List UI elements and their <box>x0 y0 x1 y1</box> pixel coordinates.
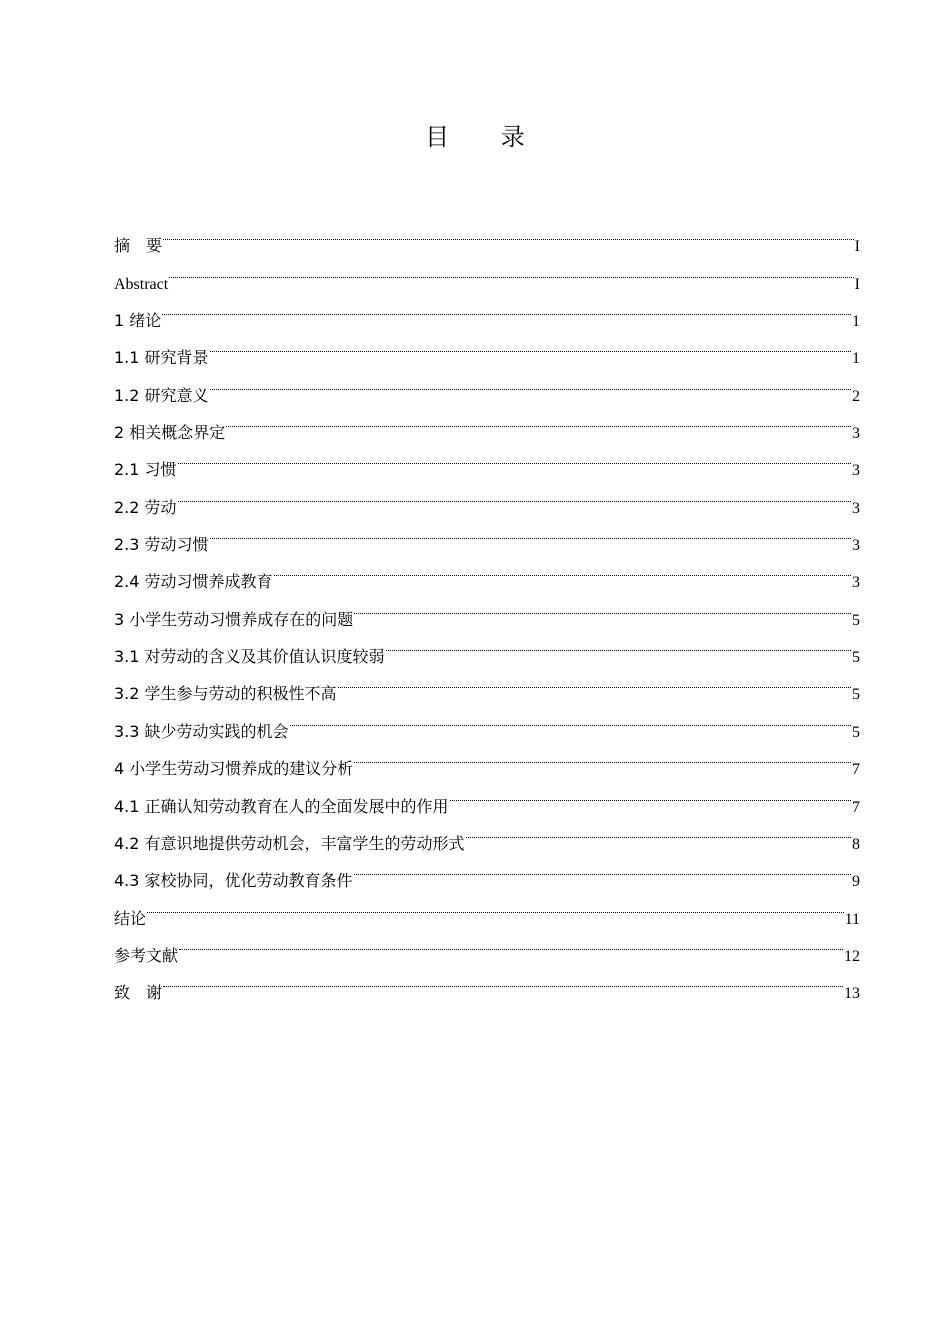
toc-leader-dots <box>210 513 851 550</box>
toc-leader-dots <box>354 587 851 624</box>
toc-leader-dots <box>338 662 851 699</box>
toc-entry-page: 3 <box>852 537 860 555</box>
toc-entry-page: 5 <box>852 686 860 704</box>
toc-leader-dots <box>354 849 851 886</box>
toc-entry-abstract-en <box>114 251 860 293</box>
toc-entry-label: 3.1 对劳动的含义及其价值认识度较弱 <box>114 647 385 667</box>
toc-entry-label: 参考文献 <box>114 945 179 965</box>
toc-leader-dots <box>226 401 851 438</box>
toc-entry-label: 1.1 研究背景 <box>114 348 209 368</box>
toc-leader-dots <box>290 699 851 736</box>
toc-entry-section-2-3 <box>114 513 860 555</box>
toc-leader-dots <box>179 924 843 961</box>
toc-entry-page: 5 <box>852 611 860 629</box>
toc-entry-section-2-1 <box>114 438 860 480</box>
toc-leader-dots <box>178 475 851 512</box>
toc-entry-page: 11 <box>844 910 860 928</box>
toc-entry-label: 结论 <box>114 908 147 928</box>
toc-leader-dots <box>163 961 843 998</box>
toc-entry-page: 2 <box>852 387 860 405</box>
toc-entry-page: 13 <box>844 985 860 1003</box>
toc-entry-page: 9 <box>852 873 860 891</box>
toc-entry-page: 1 <box>852 313 860 331</box>
toc-entry-label: 致 谢 <box>114 983 163 1003</box>
toc-list <box>114 214 860 1003</box>
toc-entry-page: 7 <box>852 798 860 816</box>
toc-leader-dots <box>466 812 851 849</box>
toc-leader-dots <box>162 289 851 326</box>
toc-entry-label: 3 小学生劳动习惯养成存在的问题 <box>114 609 354 629</box>
toc-entry-label: 4.2 有意识地提供劳动机会，丰富学生的劳动形式 <box>114 833 465 853</box>
toc-leader-dots <box>210 326 851 363</box>
toc-entry-label: 1 绪论 <box>114 311 162 331</box>
toc-leader-dots <box>178 438 851 475</box>
toc-entry-page: 3 <box>852 462 860 480</box>
toc-title: 目 录 <box>425 123 547 151</box>
toc-entry-label: 3.3 缺少劳动实践的机会 <box>114 721 289 741</box>
toc-entry-page: 5 <box>852 723 860 741</box>
toc-entry-section-1-2 <box>114 363 860 405</box>
toc-entry-page: 3 <box>852 499 860 517</box>
toc-entry-chapter-1 <box>114 289 860 331</box>
toc-entry-chapter-2 <box>114 401 860 443</box>
toc-entry-page: 3 <box>852 574 860 592</box>
toc-entry-references <box>114 924 860 965</box>
toc-entry-label: 2.2 劳动 <box>114 497 177 517</box>
toc-entry-label: 2.4 劳动习惯养成教育 <box>114 572 273 592</box>
toc-leader-dots <box>163 214 854 251</box>
toc-leader-dots <box>274 550 851 587</box>
toc-leader-dots <box>450 774 851 811</box>
toc-entry-label: 4.3 家校协同，优化劳动教育条件 <box>114 871 353 891</box>
toc-entry-page: 5 <box>852 649 860 667</box>
toc-leader-dots <box>147 886 844 923</box>
toc-leader-dots <box>386 625 851 662</box>
toc-entry-page: 1 <box>852 350 860 368</box>
toc-entry-section-2-2 <box>114 475 860 517</box>
toc-entry-section-1-1 <box>114 326 860 368</box>
toc-entry-page: 12 <box>844 947 860 965</box>
toc-entry-page: 3 <box>852 425 860 443</box>
toc-entry-label: Abstract <box>114 275 169 293</box>
toc-leader-dots <box>354 737 851 774</box>
toc-entry-page: 8 <box>852 835 860 853</box>
toc-entry-label: 摘 要 <box>114 236 163 256</box>
toc-leader-dots <box>169 251 853 288</box>
toc-entry-page: 7 <box>852 761 860 779</box>
toc-entry-label: 2 相关概念界定 <box>114 423 226 443</box>
toc-entry-abstract-cn <box>114 214 860 256</box>
toc-entry-label: 2.3 劳动习惯 <box>114 535 209 555</box>
toc-entry-page: I <box>854 275 860 293</box>
toc-entry-label: 3.2 学生参与劳动的积极性不高 <box>114 684 337 704</box>
toc-leader-dots <box>210 363 851 400</box>
toc-entry-label: 1.2 研究意义 <box>114 385 209 405</box>
toc-entry-section-2-4 <box>114 550 860 592</box>
toc-entry-label: 4.1 正确认知劳动教育在人的全面发展中的作用 <box>114 796 449 816</box>
toc-entry-label: 4 小学生劳动习惯养成的建议分析 <box>114 759 354 779</box>
toc-entry-acknowledgements <box>114 961 860 1003</box>
toc-entry-conclusion <box>114 886 860 928</box>
toc-entry-page: I <box>854 238 860 256</box>
toc-entry-label: 2.1 习惯 <box>114 460 177 480</box>
